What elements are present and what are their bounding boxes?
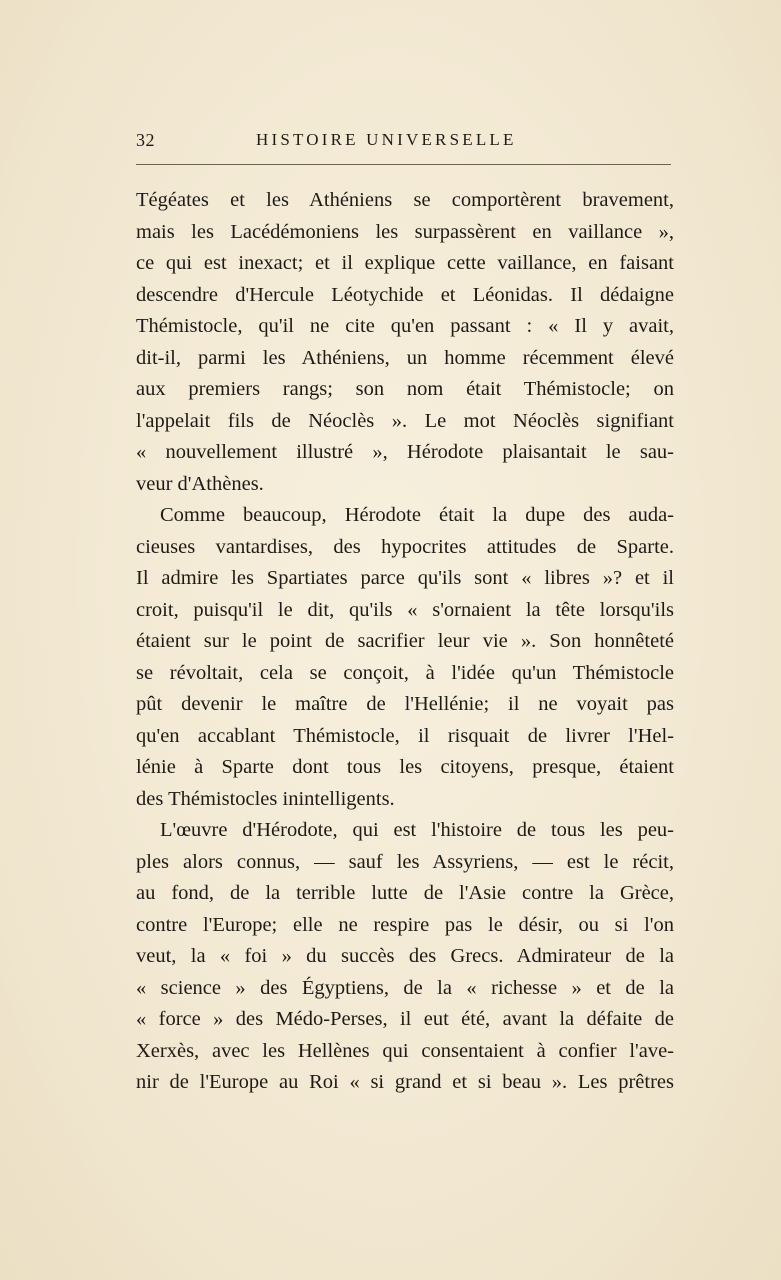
text-line: Tégéates et les Athéniens se comportèrent bravement,: [136, 189, 674, 211]
text-line: cieuses vantardises, des hypocrites attitudes de Sparte.: [136, 535, 674, 558]
text-line: croit, puisqu'il le dit, qu'ils « s'ornaient la tête lorsqu'ils: [136, 598, 674, 621]
text-line: aux premiers rangs; son nom était Thémistocle; on: [136, 378, 674, 400]
text-line: descendre d'Hercule Léotychide et Léonidas. Il dédaigne: [136, 283, 674, 306]
running-head: [136, 128, 672, 154]
header-rule: [136, 164, 671, 165]
text-line: étaient sur le point de sacrifier leur vie ». Son honnêteté: [136, 630, 674, 652]
text-line: ce qui est inexact; et il explique cette vaillance, en faisant: [136, 252, 674, 274]
body-text: [136, 185, 674, 1099]
text-line: des Thémistocles inintelligents.: [136, 787, 395, 810]
text-line: Thémistocle, qu'il ne cite qu'en passant : « Il y avait,: [136, 315, 674, 337]
text-line: veut, la « foi » du succès des Grecs. Admirateur de la: [136, 945, 674, 967]
text-line: dit-il, parmi les Athéniens, un homme récemment élevé: [136, 346, 674, 369]
text-line: L'œuvre d'Hérodote, qui est l'histoire de tous les peu-: [160, 819, 674, 841]
text-line: contre l'Europe; elle ne respire pas le désir, ou si l'on: [136, 913, 674, 936]
text-line: veur d'Athènes.: [136, 472, 264, 495]
page-number: 32: [136, 130, 155, 150]
text-line: pût devenir le maître de l'Hellénie; il ne voyait pas: [136, 693, 674, 715]
text-line: se révoltait, cela se conçoit, à l'idée qu'un Thémistocle: [136, 661, 674, 684]
text-line: Comme beaucoup, Hérodote était la dupe des auda-: [160, 504, 674, 526]
text-line: Il admire les Spartiates parce qu'ils sont « libres »? et il: [136, 567, 674, 589]
text-line: mais les Lacédémoniens les surpassèrent en vaillance »,: [136, 220, 674, 243]
text-line: « science » des Égyptiens, de la « richesse » et de la: [136, 976, 674, 999]
text-line: Xerxès, avec les Hellènes qui consentaient à confier l'ave-: [136, 1039, 674, 1062]
text-line: « nouvellement illustré », Hérodote plaisantait le sau-: [136, 441, 674, 463]
text-line: lénie à Sparte dont tous les citoyens, presque, étaient: [136, 756, 674, 778]
text-line: ples alors connus, — sauf les Assyriens, — est le récit,: [136, 850, 674, 873]
text-line: au fond, de la terrible lutte de l'Asie contre la Grèce,: [136, 882, 674, 904]
running-title: HISTOIRE UNIVERSELLE: [256, 130, 517, 149]
text-line: « force » des Médo-Perses, il eut été, avant la défaite de: [136, 1008, 674, 1030]
text-line: qu'en accablant Thémistocle, il risquait de livrer l'Hel-: [136, 724, 674, 747]
text-line: nir de l'Europe au Roi « si grand et si beau ». Les prêtres: [136, 1071, 674, 1093]
text-line: l'appelait fils de Néoclès ». Le mot Néoclès signifiant: [136, 409, 674, 432]
